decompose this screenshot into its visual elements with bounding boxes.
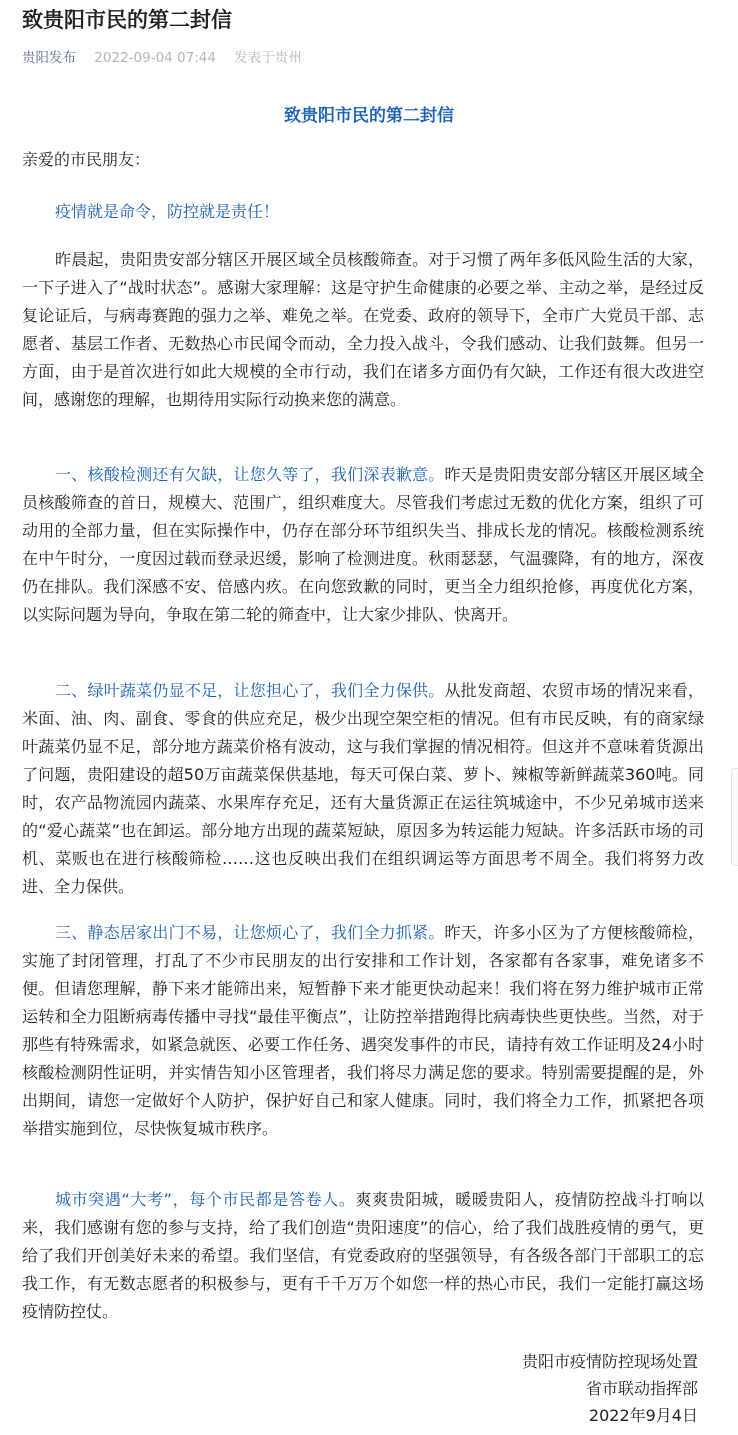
section-text: 爽爽贵阳城，暖暖贵阳人，疫情防控战斗打响以来，我们感谢有您的参与支持，给了我们创造“贵阳速度”的信心，给了我们战胜疫情的勇气，更给了我们开创美好未来的希望。我们坚信，有党委政府的坚强领导，有各级各部门干部职工的忘我工作，有无数志愿者的积极参与，更有千千万万个如您一样的热心市民，我们一定能打赢这场疫情防控仗。: [22, 1190, 704, 1321]
section-text: 昨天是贵阳贵安部分辖区开展区域全员核酸筛查的首日，规模大、范围广，组织难度大。尽管我们考虑过无数的优化方案，组织了可动用的全部力量，但在实际操作中，仍存在部分环节组织失当、排成长龙的情况。核酸检测系统在中午时分，一度因过载而登录迟缓，影响了检测进度。秋雨瑟瑟，气温骤降，有的地方，深夜仍在排队。我们深感不安、倍感内疚。在向您致歉的同时，更当全力组织抢修，再度优化方案，以实际问题为导向，争取在第二轮的筛查中，让大家少排队、快离开。: [22, 465, 704, 624]
section-paragraph: [22, 461, 704, 629]
signature-org-line2: 省市联动指挥部: [585, 1379, 698, 1398]
signature-date: 2022年9月4日: [588, 1406, 698, 1425]
section-lead: 三、静态居家出门不易，让您烦心了，我们全力抓紧。: [55, 923, 445, 942]
side-scroll-handle[interactable]: [731, 768, 738, 866]
source-account-link[interactable]: 贵阳发布: [22, 50, 76, 66]
section-paragraph: [22, 677, 704, 901]
page-title: 致贵阳市民的第二封信: [22, 8, 232, 32]
publish-location: 发表于贵州: [234, 50, 302, 66]
section-lead: 二、绿叶蔬菜仍显不足，让您担心了，我们全力保供。: [55, 681, 445, 700]
article-meta: [22, 48, 302, 68]
section-paragraph: [22, 1186, 704, 1326]
section-text: 从批发商超、农贸市场的情况来看，米面、油、肉、副食、零食的供应充足，极少出现空架空柜的情况。但有市民反映，有的商家绿叶蔬菜仍显不足，部分地方蔬菜价格有波动，这与我们掌握的情况相符。但这并不意味着货源出了问题，贵阳建设的超50万亩蔬菜保供基地，每天可保白菜、萝卜、辣椒等新鲜蔬菜360吨。同时，农产品物流园内蔬菜、水果库存充足，还有大量货源正在运往筑城途中，不少兄弟城市送来的“爱心蔬菜”也在卸运。部分地方出现的蔬菜短缺，原因多为转运能力短缺。许多活跃市场的司机、菜贩也在进行核酸筛检……这也反映出我们在组织调运等方面思考不周全。我们将努力改进、全力保供。: [22, 681, 704, 896]
section-text: 昨天，许多小区为了方便核酸筛检，实施了封闭管理，打乱了不少市民朋友的出行安排和工作计划，各家都有各家事，难免诸多不便。但请您理解，静下来才能筛出来，短暂静下来才能更快动起来！我们将在努力维护城市正常运转和全力阻断病毒传播中寻找“最佳平衡点”，让防控举措跑得比病毒快些更快些。当然，对于那些有特殊需求，如紧急就医、必要工作任务、遇突发事件的市民，请持有效工作证明及24小时核酸检测阴性证明，并实情告知小区管理者，我们将尽力满足您的要求。特别需要提醒的是，外出期间，请您一定做好个人防护，保护好自己和家人健康。同时，我们将全力工作，抓紧把各项举措实施到位，尽快恢复城市秩序。: [22, 923, 704, 1138]
publish-time: 2022-09-04 07:44: [94, 50, 216, 66]
signature-org-line1: 贵阳市疫情防控现场处置: [521, 1352, 698, 1371]
section-paragraph: [22, 919, 704, 1143]
section-lead: 城市突遇“大考”，每个市民都是答卷人。: [55, 1190, 356, 1209]
intro-paragraph: 昨晨起，贵阳贵安部分辖区开展区域全员核酸筛查。对于习惯了两年多低风险生活的大家，一下子进入了“战时状态”。感谢大家理解：这是守护生命健康的必要之举、主动之举，是经过反复论证后，与病毒赛跑的强力之举、难免之举。在党委、政府的领导下，全市广大党员干部、志愿者、基层工作者、无数热心市民闻令而动，全力投入战斗，令我们感动、让我们鼓舞。但另一方面，由于是首次进行如此大规模的全市行动，我们在诸多方面仍有欠缺，工作还有很大改进空间，感谢您的理解，也期待用实际行动换来您的满意。: [22, 250, 704, 409]
section-lead: 一、核酸检测还有欠缺，让您久等了，我们深表歉意。: [55, 465, 445, 484]
article-heading: 致贵阳市民的第二封信: [284, 106, 454, 126]
slogan: 疫情就是命令，防控就是责任！: [55, 202, 280, 221]
greeting: 亲爱的市民朋友：: [22, 150, 151, 169]
